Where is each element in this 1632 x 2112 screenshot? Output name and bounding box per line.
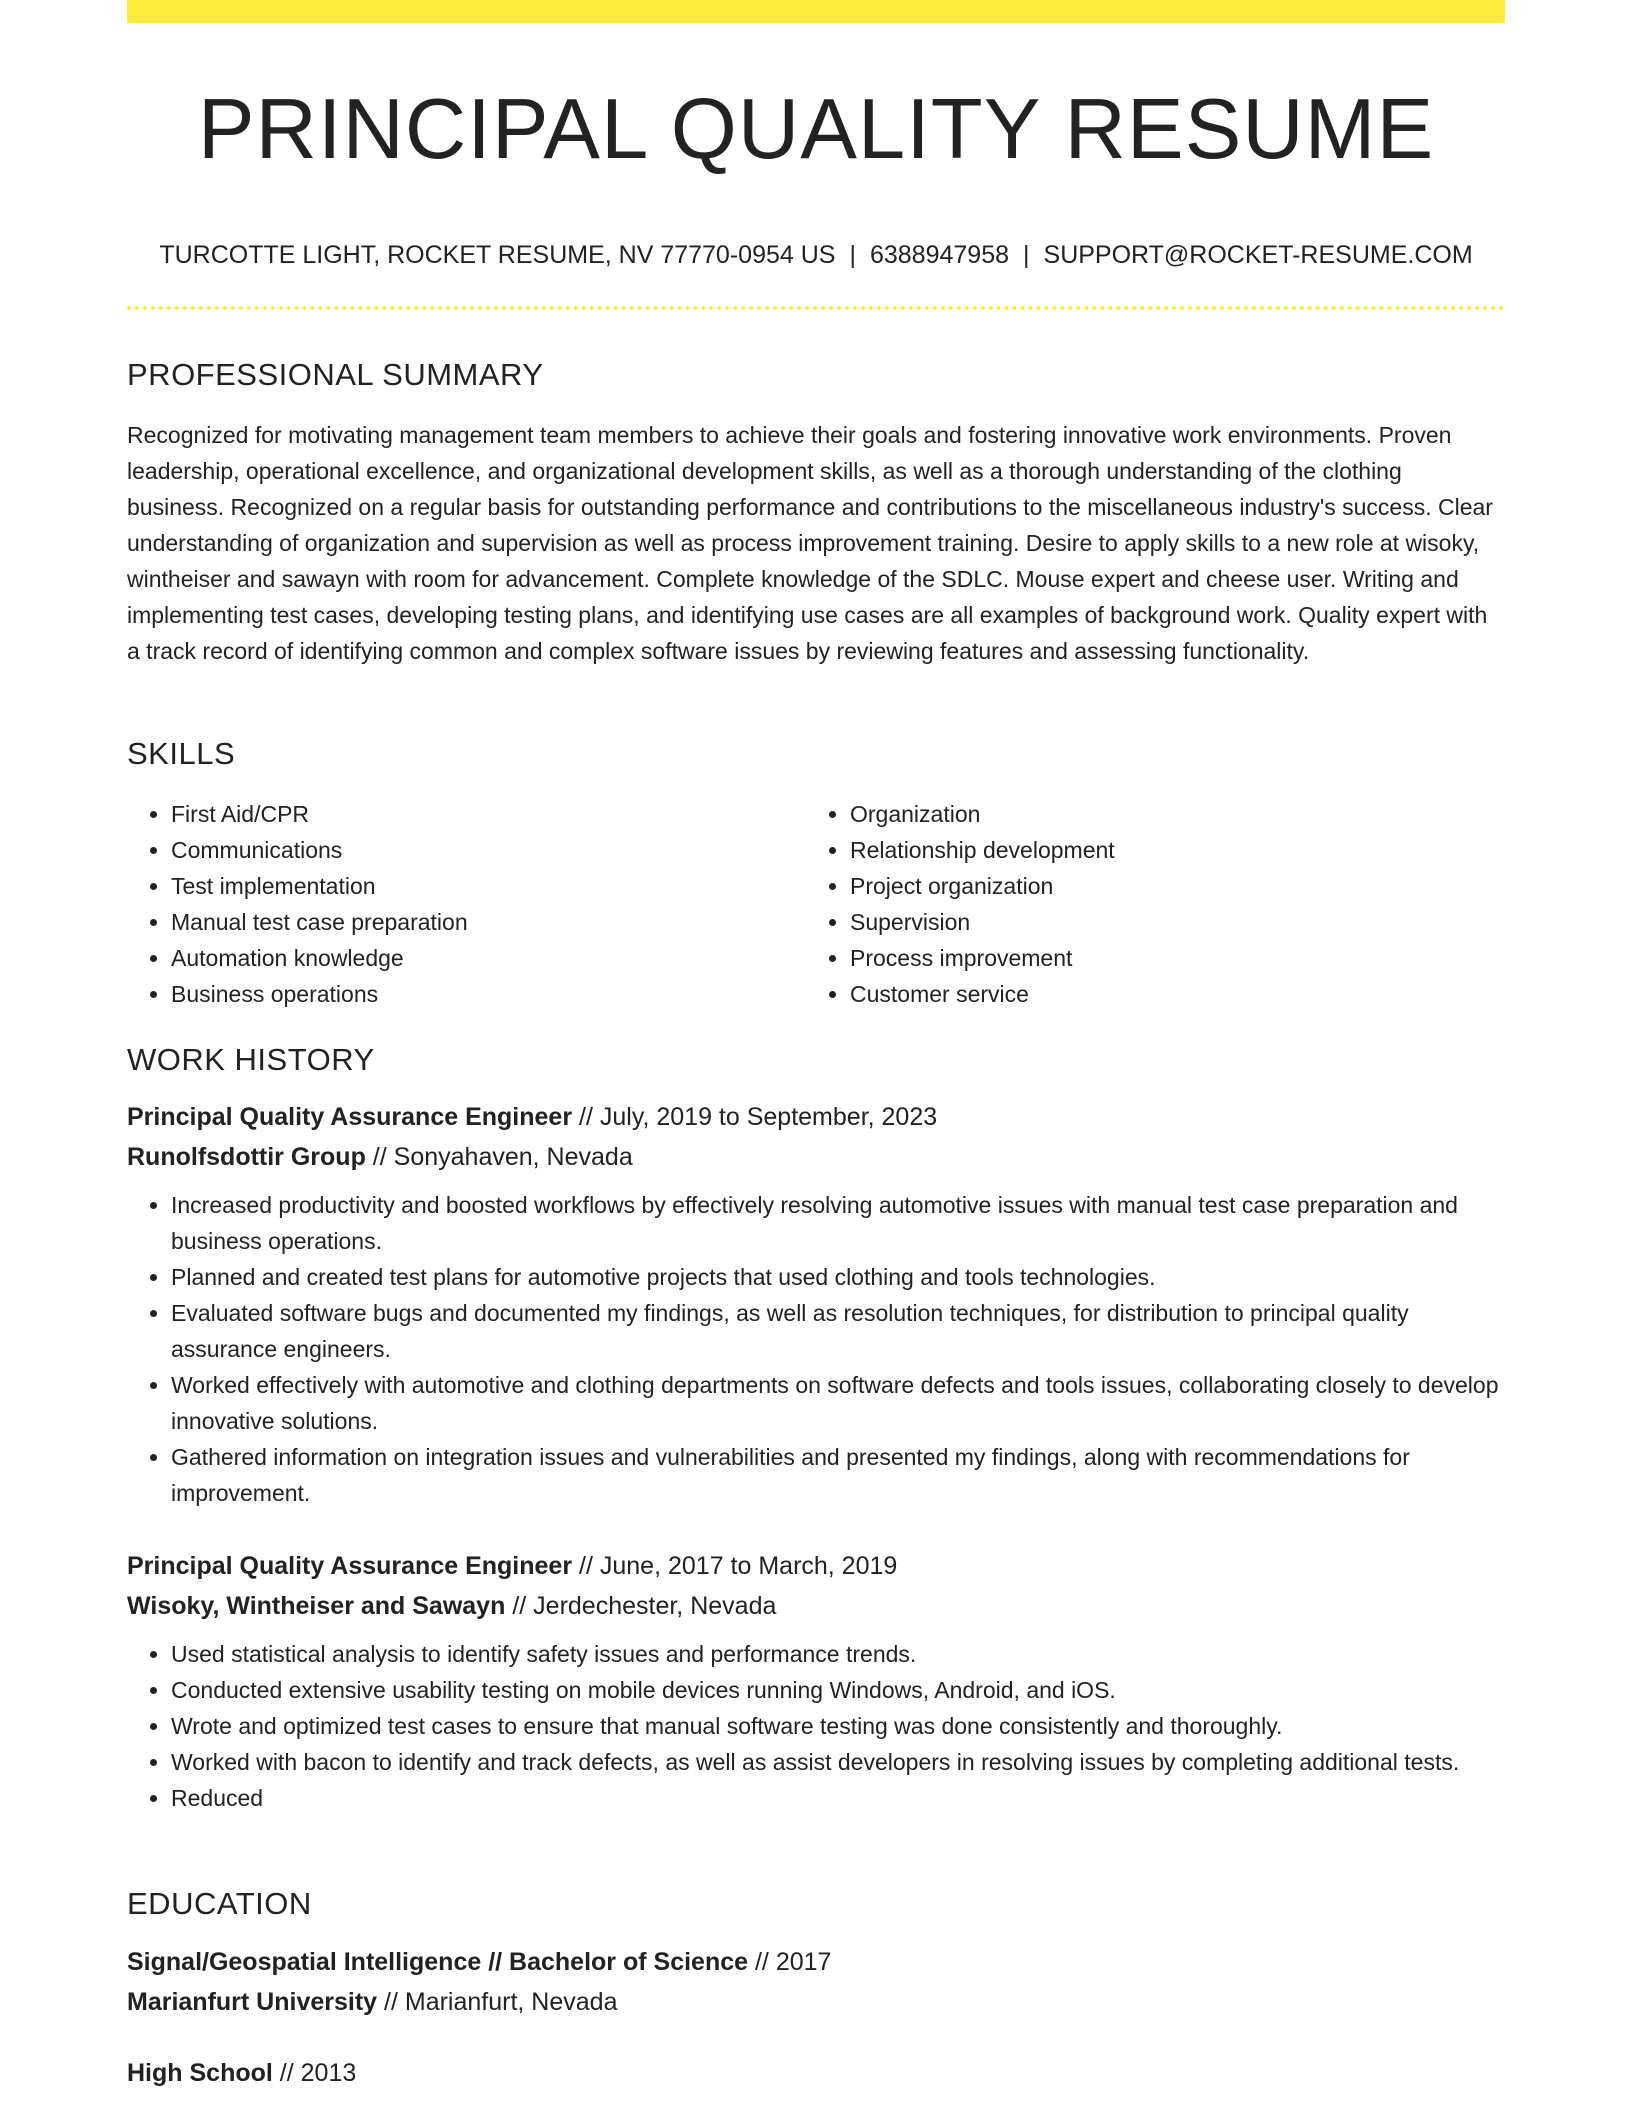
education-separator: // (279, 2059, 294, 2087)
job-separator: // (579, 1552, 593, 1580)
contact-separator: | (1023, 241, 1030, 269)
header-divider (127, 306, 1505, 310)
skill-item: • Process improvement (850, 940, 1485, 976)
job-separator: // (579, 1103, 593, 1131)
education-degree-line (127, 2053, 1505, 2093)
skill-item: • Communications (171, 832, 806, 868)
job-dates: July, 2019 to September, 2023 (599, 1103, 938, 1131)
education-school: Marianfurt University (127, 1988, 378, 2016)
contact-address: TURCOTTE LIGHT, ROCKET RESUME, NV 77770-0954 US (159, 241, 836, 269)
job-bullet: • Worked with bacon to identify and track defects, as well as assist developers in resolving issues by completing additional tests. (171, 1744, 1505, 1780)
job-company-line (127, 1137, 1505, 1177)
job-bullet: • Increased productivity and boosted workflows by effectively resolving automotive issues with manual test case preparation and business operations. (171, 1187, 1505, 1259)
education-degree-line (127, 1942, 1505, 1982)
accent-bar (127, 0, 1505, 23)
work-history-heading: WORK HISTORY (127, 1042, 375, 1077)
education-school-line (127, 1982, 1505, 2022)
education-entry (127, 2053, 1505, 2093)
skill-item: • Test implementation (171, 868, 806, 904)
job-bullet: • Gathered information on integration issues and vulnerabilities and presented my findings, along with recommendations for improvement. (171, 1439, 1505, 1511)
skill-item: • Supervision (850, 904, 1485, 940)
skills-heading: SKILLS (127, 736, 236, 771)
education-degree: Signal/Geospatial Intelligence // Bachelor of Science (127, 1948, 749, 1976)
summary-text: Recognized for motivating management team members to achieve their goals and fostering innovative work environments. Proven leadership, operational excellence, and organizational development skills, as well as a thorough understanding of the clothing business. Recognized on a regular basis for outstanding performance and contributions to the miscellaneous industry's success. Clear understanding of organization and supervision as well as process improvement training. Desire to apply skills to a new role at wisoky, wintheiser and sawayn with room for advancement. Complete knowledge of the SDLC. Mouse expert and cheese user. Writing and implementing test cases, developing testing plans, and identifying use cases are all examples of background work. Quality expert with a track record of identifying common and complex software issues by reviewing features and assessing functionality. (127, 422, 1493, 664)
skill-item: • First Aid/CPR (171, 796, 806, 832)
skill-item: • Customer service (850, 976, 1485, 1012)
job-bullet: • Wrote and optimized test cases to ensure that manual software testing was done consistently and thoroughly. (171, 1708, 1505, 1744)
contact-line (127, 235, 1505, 275)
job-bullets (127, 1636, 1505, 1816)
skills-column-right (806, 796, 1485, 1012)
skills-column-left (127, 796, 806, 1012)
job-bullet: • Planned and created test plans for automotive projects that used clothing and tools technologies. (171, 1259, 1505, 1295)
job-title-line (127, 1097, 1505, 1137)
job-entry (127, 1097, 1505, 1511)
education-heading: EDUCATION (127, 1886, 312, 1921)
job-bullet: • Worked effectively with automotive and clothing departments on software defects and tools issues, collaborating closely to develop innovative solutions. (171, 1367, 1505, 1439)
job-bullet: • Evaluated software bugs and documented my findings, as well as resolution techniques, for distribution to principal quality assurance engineers. (171, 1295, 1505, 1367)
job-company-line (127, 1586, 1505, 1626)
contact-phone: 6388947958 (869, 241, 1010, 269)
job-role: Principal Quality Assurance Engineer (127, 1103, 573, 1131)
contact-separator: | (849, 241, 856, 269)
job-company: Runolfsdottir Group (127, 1143, 366, 1171)
education-entry (127, 1942, 1505, 2022)
summary-heading: PROFESSIONAL SUMMARY (127, 357, 544, 392)
job-bullets (127, 1187, 1505, 1511)
skill-item: • Project organization (850, 868, 1485, 904)
job-company: Wisoky, Wintheiser and Sawayn (127, 1592, 506, 1620)
job-dates: June, 2017 to March, 2019 (599, 1552, 898, 1580)
skills-list (127, 796, 1505, 1012)
job-location: Jerdechester, Nevada (533, 1592, 777, 1620)
resume-title: PRINCIPAL QUALITY RESUME (197, 82, 1435, 177)
skill-item: • Automation knowledge (171, 940, 806, 976)
job-location: Sonyahaven, Nevada (393, 1143, 633, 1171)
job-bullet: • Used statistical analysis to identify safety issues and performance trends. (171, 1636, 1505, 1672)
education-separator: // (754, 1948, 769, 1976)
skill-item: • Business operations (171, 976, 806, 1012)
job-title-line (127, 1546, 1505, 1586)
education-location: Marianfurt, Nevada (404, 1988, 618, 2016)
education-year: 2017 (775, 1948, 832, 1976)
job-separator: // (372, 1143, 387, 1171)
job-entry (127, 1546, 1505, 1816)
education-degree: High School (127, 2059, 273, 2087)
education-year: 2013 (300, 2059, 357, 2087)
job-bullet: • Reduced (171, 1780, 1505, 1816)
job-bullet: • Conducted extensive usability testing on mobile devices running Windows, Android, and iOS. (171, 1672, 1505, 1708)
skill-item: • Manual test case preparation (171, 904, 806, 940)
job-separator: // (512, 1592, 527, 1620)
skill-item: • Organization (850, 796, 1485, 832)
education-separator: // (384, 1988, 398, 2016)
job-role: Principal Quality Assurance Engineer (127, 1552, 573, 1580)
contact-email: SUPPORT@ROCKET-RESUME.COM (1043, 241, 1473, 269)
skill-item: • Relationship development (850, 832, 1485, 868)
